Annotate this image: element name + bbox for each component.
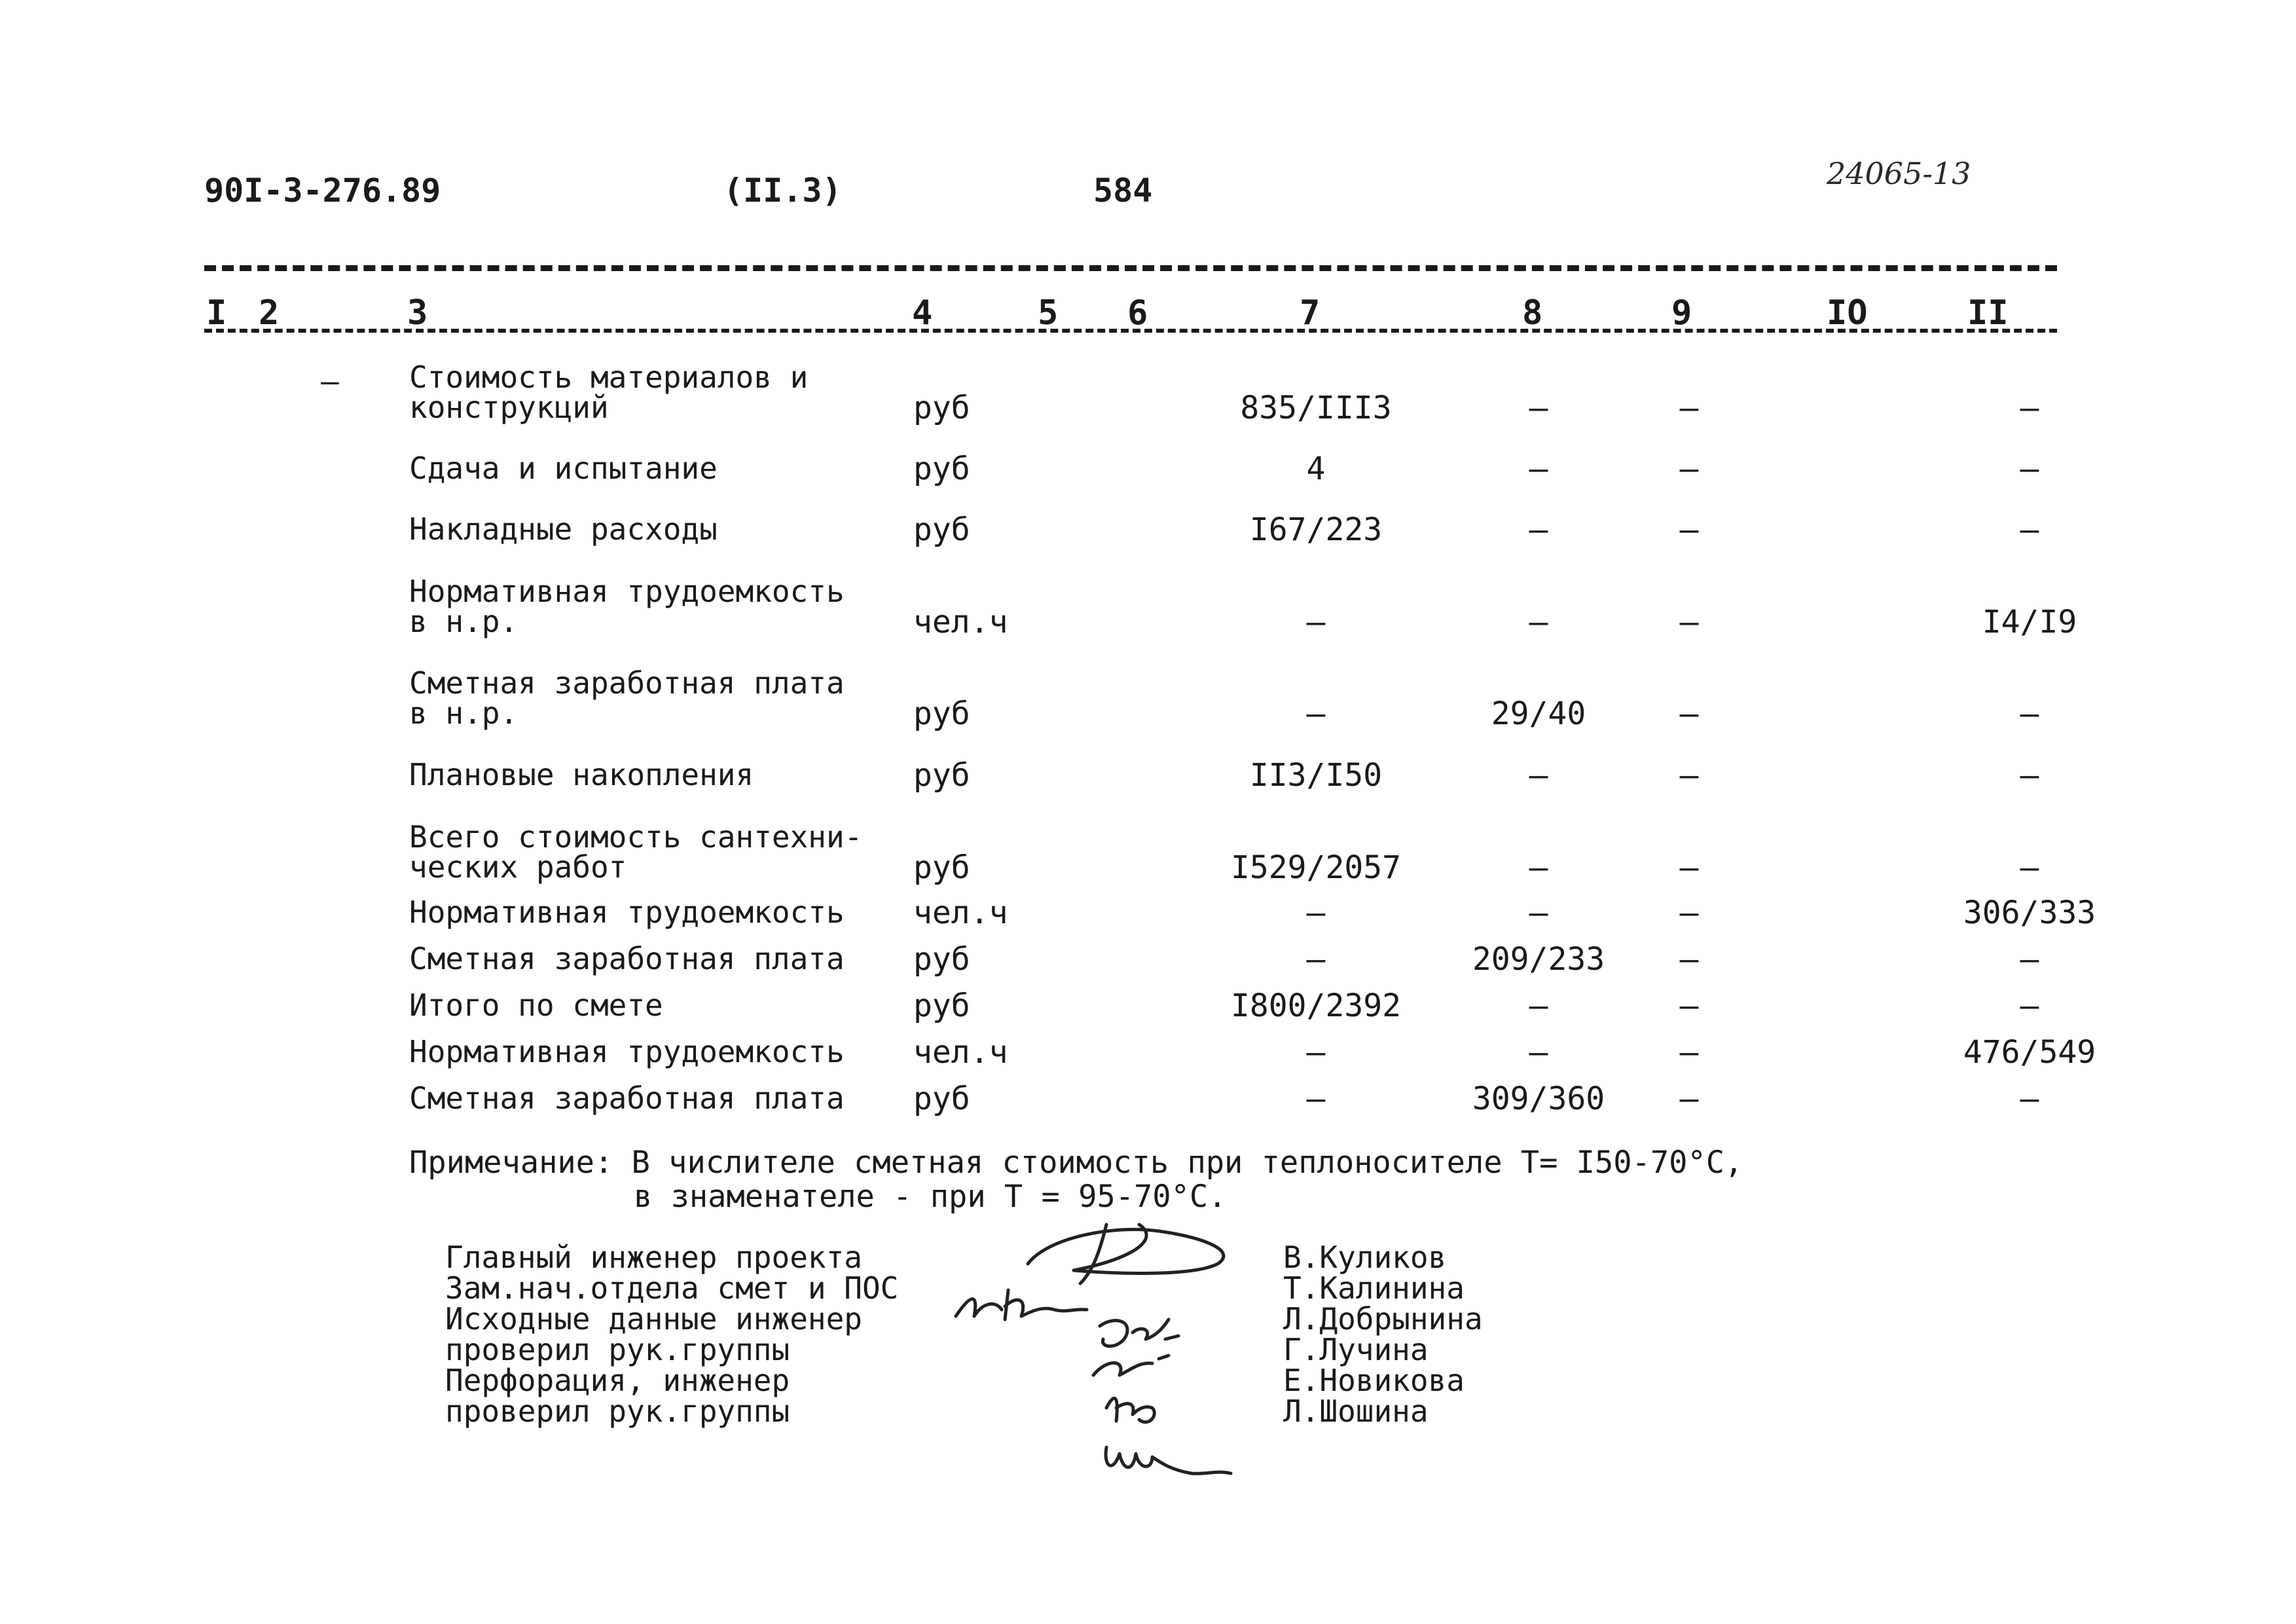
row-label: Всего стоимость сантехни- ческих работ [409,819,863,885]
col-number-10: IO [1827,293,1868,333]
signature-dobrynina [1100,1320,1178,1346]
row-col7: – [1306,895,1326,931]
row-label: Нормативная трудоемкость [409,1034,845,1069]
row-col8: – [1529,987,1548,1024]
column-number-rule [204,329,2057,333]
row-col11: 476/549 [1963,1034,2096,1071]
row-unit: чел.ч [913,895,1008,931]
row-col7: II3/I50 [1249,757,1383,794]
col-number-5: 5 [1038,293,1059,333]
row-col8: – [1529,895,1548,931]
signatory-name: Л.Добрынина [1283,1301,1483,1337]
row-unit: руб [913,451,970,487]
handwritten-archive-number: 24065-13 [1827,156,1971,191]
row-label: Накладные расходы [409,511,718,547]
row-col8: – [1529,1034,1548,1071]
row-unit: руб [913,695,970,732]
row-unit: руб [913,757,970,794]
row-col9: – [1679,390,1699,426]
signatory-role: проверил рук.группы [445,1393,790,1429]
signatory-roles [445,1242,898,1427]
row-col7: 835/III3 [1240,390,1392,426]
row-label: Стоимость материалов и конструкций [409,360,809,425]
row-col8: – [1529,849,1548,886]
row-col9: – [1679,757,1699,794]
col-number-3: 3 [407,293,428,333]
col-number-2: 2 [259,293,280,333]
signature-luchina [1093,1356,1169,1375]
row-unit: чел.ч [913,1034,1008,1071]
section-number: (II.3) [723,172,842,210]
row-col7: – [1306,1080,1326,1117]
row-col11: – [2020,987,2039,1024]
signatory-name: В.Куликов [1283,1240,1447,1275]
row-col11: – [2020,941,2039,978]
row-col9: – [1679,895,1699,931]
row-col8: – [1529,604,1548,640]
row-col11: – [2020,757,2039,794]
row-label: Сдача и испытание [409,451,718,486]
row-col8: – [1529,511,1548,548]
row-label: Итого по смете [409,987,663,1023]
row-col7: – [1306,941,1326,978]
row-col7: – [1306,695,1326,732]
row-unit: руб [913,941,970,978]
row-unit: руб [913,987,970,1024]
document-code: 90I-3-276.89 [204,172,441,210]
row-label: Сметная заработная плата [409,941,845,976]
note-line-1: Примечание: В числителе сметная стоимость при теплоносителе Т= I50-70°С, [409,1145,1743,1181]
row-col8: – [1529,390,1548,426]
col-number-9: 9 [1671,293,1692,333]
row-unit: руб [913,390,970,426]
signatory-name: Т.Калинина [1283,1270,1465,1306]
signatory-role: Перфорация, инженер [445,1363,790,1398]
signatory-role: Главный инженер проекта [445,1240,862,1275]
row-label: Сметная заработная плата в н.р. [409,665,845,731]
row-col9: – [1679,941,1699,978]
row-col11: – [2020,390,2039,426]
signature-kalinina [956,1290,1087,1320]
row-col8: – [1529,451,1548,487]
signature-kulikov [1028,1225,1224,1283]
row-col7: I800/2392 [1230,987,1402,1024]
row-col9: – [1679,849,1699,886]
signature-shoshina [1106,1447,1231,1473]
row-unit: чел.ч [913,604,1008,640]
col-number-1: I [206,293,227,333]
signatory-name: Г.Лучина [1283,1332,1429,1367]
row-label: Нормативная трудоемкость [409,895,845,930]
note-line-2: в знаменателе - при Т = 95-70°С. [634,1179,1227,1215]
row-col8: 309/360 [1472,1080,1605,1117]
row-col7: I529/2057 [1230,849,1402,886]
row-col7: – [1306,604,1326,640]
row-col7: I67/223 [1249,511,1383,548]
row-unit: руб [913,511,970,548]
signatory-role: Зам.нач.отдела смет и ПОС [445,1270,899,1306]
row-col9: – [1679,604,1699,640]
page-number: 584 [1093,172,1153,210]
row-col11: I4/I9 [1982,604,2077,640]
header-divider [204,265,2057,271]
col-number-7: 7 [1300,293,1321,333]
row-col9: – [1679,1034,1699,1071]
col-number-6: 6 [1127,293,1148,333]
signatory-role: проверил рук.группы [445,1332,790,1367]
row-col9: – [1679,451,1699,487]
row-col11: – [2020,451,2039,487]
row-col7: – [1306,1034,1326,1071]
row-label: Сметная заработная плата [409,1080,845,1116]
row-col8: 209/233 [1472,941,1605,978]
signatory-name: Л.Шошина [1283,1393,1429,1429]
col-number-4: 4 [912,293,933,333]
row-label: Плановые накопления [409,757,754,792]
row-col9: – [1679,987,1699,1024]
row-label: Нормативная трудоемкость в н.р. [409,574,845,639]
row-unit: руб [913,1080,970,1117]
row-col11: – [2020,695,2039,732]
row-col8: 29/40 [1491,695,1586,732]
row-col8: – [1529,757,1548,794]
signatory-name: Е.Новикова [1283,1363,1465,1398]
row-col11: – [2020,1080,2039,1117]
row-col9: – [1679,1080,1699,1117]
col-number-11: II [1967,293,2009,333]
row-col7: 4 [1306,451,1326,487]
row-col11: – [2020,849,2039,886]
signature-novikova [1106,1398,1154,1422]
col-number-8: 8 [1522,293,1543,333]
row-unit: руб [913,849,970,886]
handwritten-signatures [943,1211,1283,1486]
group-dash: – [321,363,339,399]
signatory-role: Исходные данные инженер [445,1301,862,1337]
row-col11: 306/333 [1963,895,2096,931]
row-col9: – [1679,511,1699,548]
row-col9: – [1679,695,1699,732]
row-col11: – [2020,511,2039,548]
signatory-names [1283,1242,1483,1427]
